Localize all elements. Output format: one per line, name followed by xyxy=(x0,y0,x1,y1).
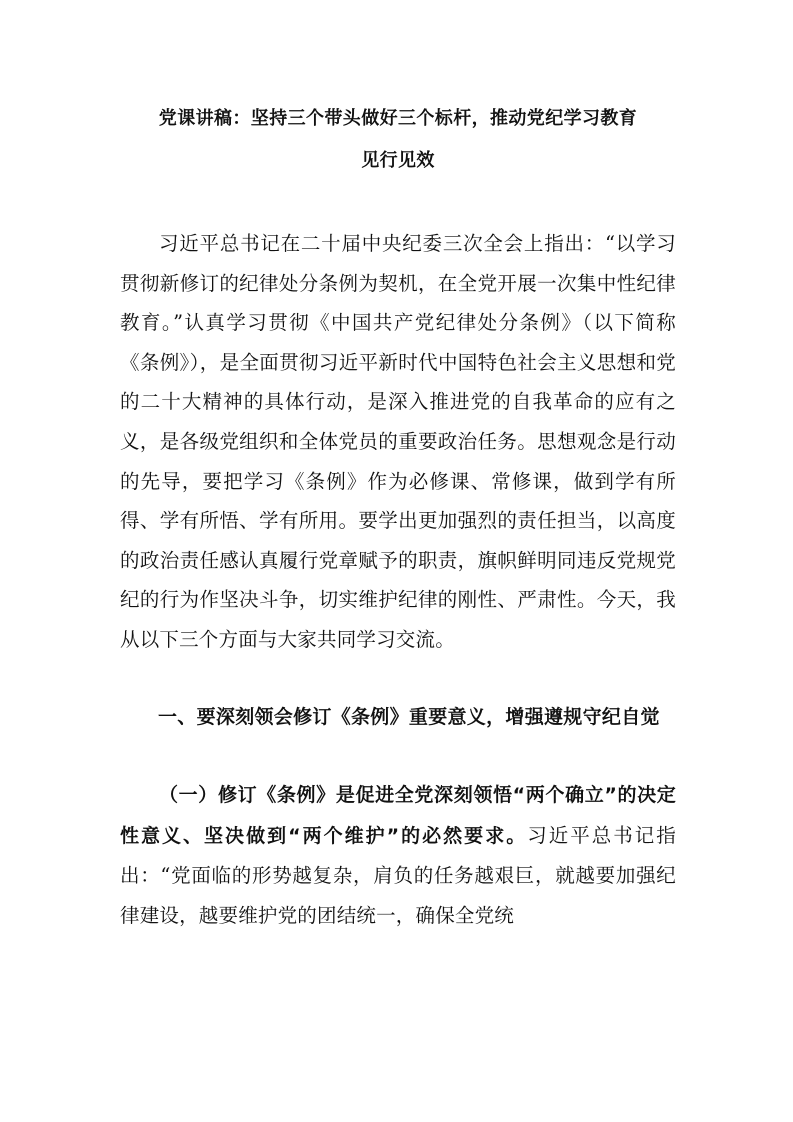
section-1-sub-1-paragraph xyxy=(120,775,676,935)
document-content xyxy=(120,98,676,936)
section-1-heading: 一、要深刻领会修订《条例》重要意义，增强遵规守纪自觉 xyxy=(158,705,660,728)
section-1-sub-1-text: 习近平总书记指出：“党面临的形势越复杂，肩负的任务越艰巨，就越要加强纪律建设，越要维护党的团结统一，确保全党统 xyxy=(120,823,676,927)
intro-paragraph: 习近平总书记在二十届中央纪委三次全会上指出：“以学习贯彻新修订的纪律处分条例为契机，在全党开展一次集中性纪律教育。”认真学习贯彻《中国共产党纪律处分条例》（以下简称《条例》），是全面贯彻习近平新时代中国特色社会主义思想和党的二十大精神的具体行动，是深入推进党的自我革命的应有之义，是各级党组织和全体党员的重要政治任务。思想观念是行动的先导，要把学习《条例》作为必修课、常修课，做到学有所得、学有所悟、学有所用。要学出更加强烈的责任担当，以高度的政治责任感认真履行党章赋予的职责，旗帜鲜明同违反党规党纪的行为作坚决斗争，切实维护纪律的刚性、严肃性。今天，我从以下三个方面与大家共同学习交流。 xyxy=(120,232,676,651)
document-title-line-2: 见行见效 xyxy=(361,150,435,171)
document-title xyxy=(120,98,676,182)
section-1-sub-1-lead: （一）修订《条例》是促进全党深刻领悟“两个确立”的决定性意义、坚决做到“两个维护”的必然要求。 xyxy=(120,784,676,847)
document-body xyxy=(120,224,676,936)
document-title-line-1: 党课讲稿：坚持三个带头做好三个标杆，推动党纪学习教育 xyxy=(158,108,638,129)
